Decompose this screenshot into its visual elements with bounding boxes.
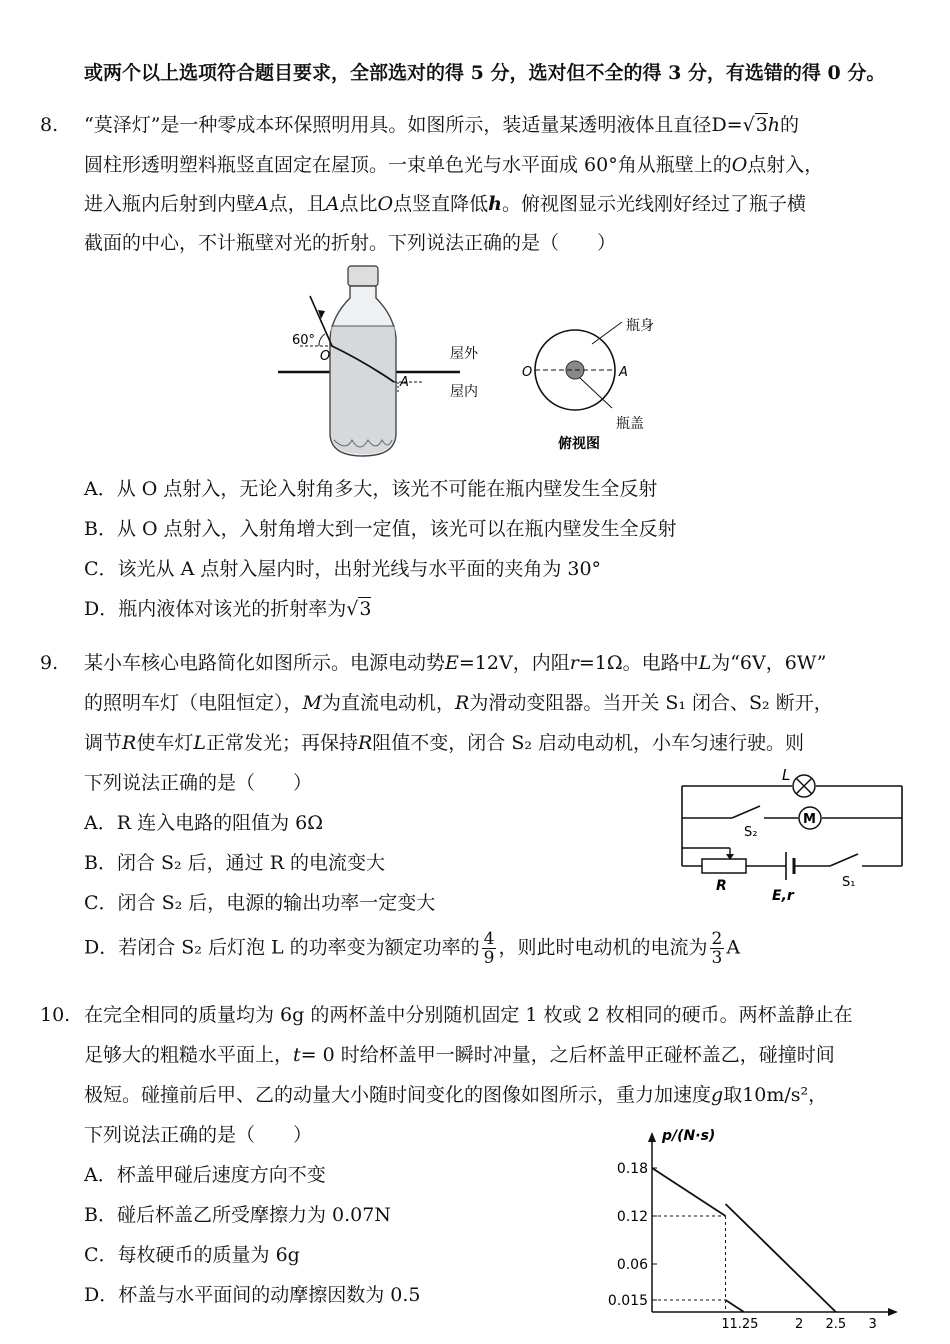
series-line-1 — [726, 1204, 836, 1312]
series-line-0 — [652, 1168, 726, 1216]
q8-option-b: B．从 O 点射入，入射角增大到一定值，该光可以在瓶内壁发生全反射 — [84, 518, 677, 540]
point-a-label: A — [400, 375, 409, 390]
y-axis-arrow-icon — [648, 1132, 656, 1142]
bottle-cap-icon — [348, 266, 378, 286]
q9-option-b: B．闭合 S₂ 后，通过 R 的电流变大 — [84, 852, 386, 874]
battery-label: E,r — [772, 888, 794, 904]
y-tick-label-2: 0.06 — [616, 1257, 648, 1273]
series-line-2 — [726, 1300, 744, 1312]
chart-series — [652, 1168, 836, 1312]
x-tick-label-2: 2 — [794, 1317, 804, 1332]
chart-guides — [652, 1216, 726, 1312]
q10-option-b: B．碰后杯盖乙所受摩擦力为 0.07N — [84, 1204, 391, 1226]
lamp-icon — [793, 775, 815, 797]
q10-line1: 在完全相同的质量均为 6g 的两杯盖中分别随机固定 1 枚或 2 枚相同的硬币。两杯盖静止在 — [84, 1004, 853, 1026]
y-tick-label-1: 0.12 — [616, 1209, 648, 1225]
angle-label: 60° — [292, 333, 316, 348]
switch-s2-label: S₂ — [744, 825, 758, 840]
frac-2-3: $\frac{2}{3}$ — [711, 929, 723, 968]
q10-line2: 足够大的粗糙水平面上，t= 0 时给杯盖甲一瞬时冲量，之后杯盖甲正碰杯盖乙，碰撞时间 — [84, 1044, 835, 1066]
q9-line3: 调节R使车灯L正常发光；再保持R阻值不变，闭合 S₂ 启动电动机，小车匀速行驶。则 — [84, 732, 805, 754]
rheostat-label: R — [716, 878, 727, 894]
frac-4-9: $\frac{4}{9}$ — [483, 929, 495, 968]
q9-line1: 某小车核心电路简化如图所示。电源电动势E=12V，内阻r=1Ω。电路中L为“6V，6W” — [84, 652, 827, 674]
y-tick-label-0: 0.18 — [616, 1161, 648, 1177]
q8-figure — [270, 258, 700, 468]
q8-diameter-expr: D=√3h — [711, 114, 781, 136]
q10-number: 10. — [40, 1004, 71, 1026]
bottle-body-label: 瓶身 — [626, 318, 654, 334]
q9-option-a: A．R 连入电路的阻值为 6Ω — [84, 812, 323, 834]
rheostat-icon — [702, 859, 746, 873]
q10-line3: 极短。碰撞前后甲、乙的动量大小随时间变化的图像如图所示，重力加速度g取10m/s²， — [84, 1084, 828, 1106]
q9-option-d: D．若闭合 S₂ 后灯泡 L 的功率变为额定功率的 $\frac{4}{9}$ ，则此时电动机的电流为 $\frac{2}{3}$ A — [84, 929, 741, 968]
x-tick-label-4: 3 — [868, 1317, 877, 1332]
q8-option-a: A．从 O 点射入，无论入射角多大，该光不可能在瓶内壁发生全反射 — [84, 478, 658, 500]
q9-line4: 下列说法正确的是（ ） — [84, 772, 313, 794]
svg-text:M: M — [803, 812, 816, 827]
x-axis-arrow-icon — [888, 1308, 898, 1316]
chart-axes — [648, 1132, 898, 1316]
q10-option-a: A．杯盖甲碰后速度方向不变 — [84, 1164, 326, 1186]
point-o-label: O — [320, 349, 331, 364]
x-tick-label-0: 1 — [721, 1317, 730, 1332]
q10-option-c: C．每枚硬币的质量为 6g — [84, 1244, 300, 1266]
motor-icon — [799, 807, 821, 829]
x-tick-label-3: 2.5 — [825, 1317, 847, 1332]
q8-number: 8. — [40, 114, 59, 136]
y-axis-label: p/(N·s) — [662, 1128, 716, 1144]
q10-line4: 下列说法正确的是（ ） — [84, 1124, 313, 1146]
q8-line3: 进入瓶内后射到内壁A点，且A点比O点竖直降低h。俯视图显示光线刚好经过了瓶子横 — [84, 193, 806, 215]
inside-label: 屋内 — [450, 384, 478, 400]
momentum-time-chart — [600, 1122, 900, 1344]
y-tick-label-3: 0.015 — [607, 1293, 648, 1309]
battery-icon — [786, 852, 794, 880]
chart-ticks — [608, 1161, 877, 1332]
top-view-o-label: O — [522, 365, 533, 380]
top-view-a-label: A — [619, 365, 628, 380]
switch-s1-icon — [830, 854, 858, 866]
q8-option-d: D．瓶内液体对该光的折射率为√3 — [84, 598, 372, 620]
q8-line1: “莫泽灯”是一种零成本环保照明用具。如图所示，装适量某透明液体且直径D=√3h的 — [84, 114, 800, 136]
q10-option-d: D．杯盖与水平面间的动摩擦因数为 0.5 — [84, 1284, 421, 1306]
q9-option-c: C．闭合 S₂ 后，电源的输出功率一定变大 — [84, 892, 436, 914]
switch-s2-icon — [732, 806, 760, 818]
section-instructions: 或两个以上选项符合题目要求，全部选对的得 5 分，选对但不全的得 3 分，有选错的得 0 分。 — [84, 62, 886, 84]
switch-s1-label: S₁ — [842, 875, 856, 890]
top-view-caption: 俯视图 — [558, 436, 600, 452]
q8-option-c: C．该光从 A 点射入屋内时，出射光线与水平面的夹角为 30° — [84, 558, 602, 580]
q9-circuit — [672, 768, 912, 908]
q9-number: 9. — [40, 652, 59, 674]
lamp-label: L — [782, 768, 791, 784]
q9-line2: 的照明车灯（电阻恒定），M为直流电动机，R为滑动变阻器。当开关 S₁ 闭合、S₂ 断开， — [84, 692, 833, 714]
q8-line4: 截面的中心，不计瓶壁对光的折射。下列说法正确的是（ ） — [84, 232, 617, 254]
liquid-fill — [331, 326, 395, 454]
q8-line2: 圆柱形透明塑料瓶竖直固定在屋顶。一束单色光与水平面成 60°角从瓶壁上的O点射入， — [84, 154, 824, 176]
bottle-cap-label: 瓶盖 — [616, 416, 644, 432]
outside-label: 屋外 — [450, 346, 478, 362]
x-tick-label-1: 1.25 — [729, 1317, 759, 1332]
